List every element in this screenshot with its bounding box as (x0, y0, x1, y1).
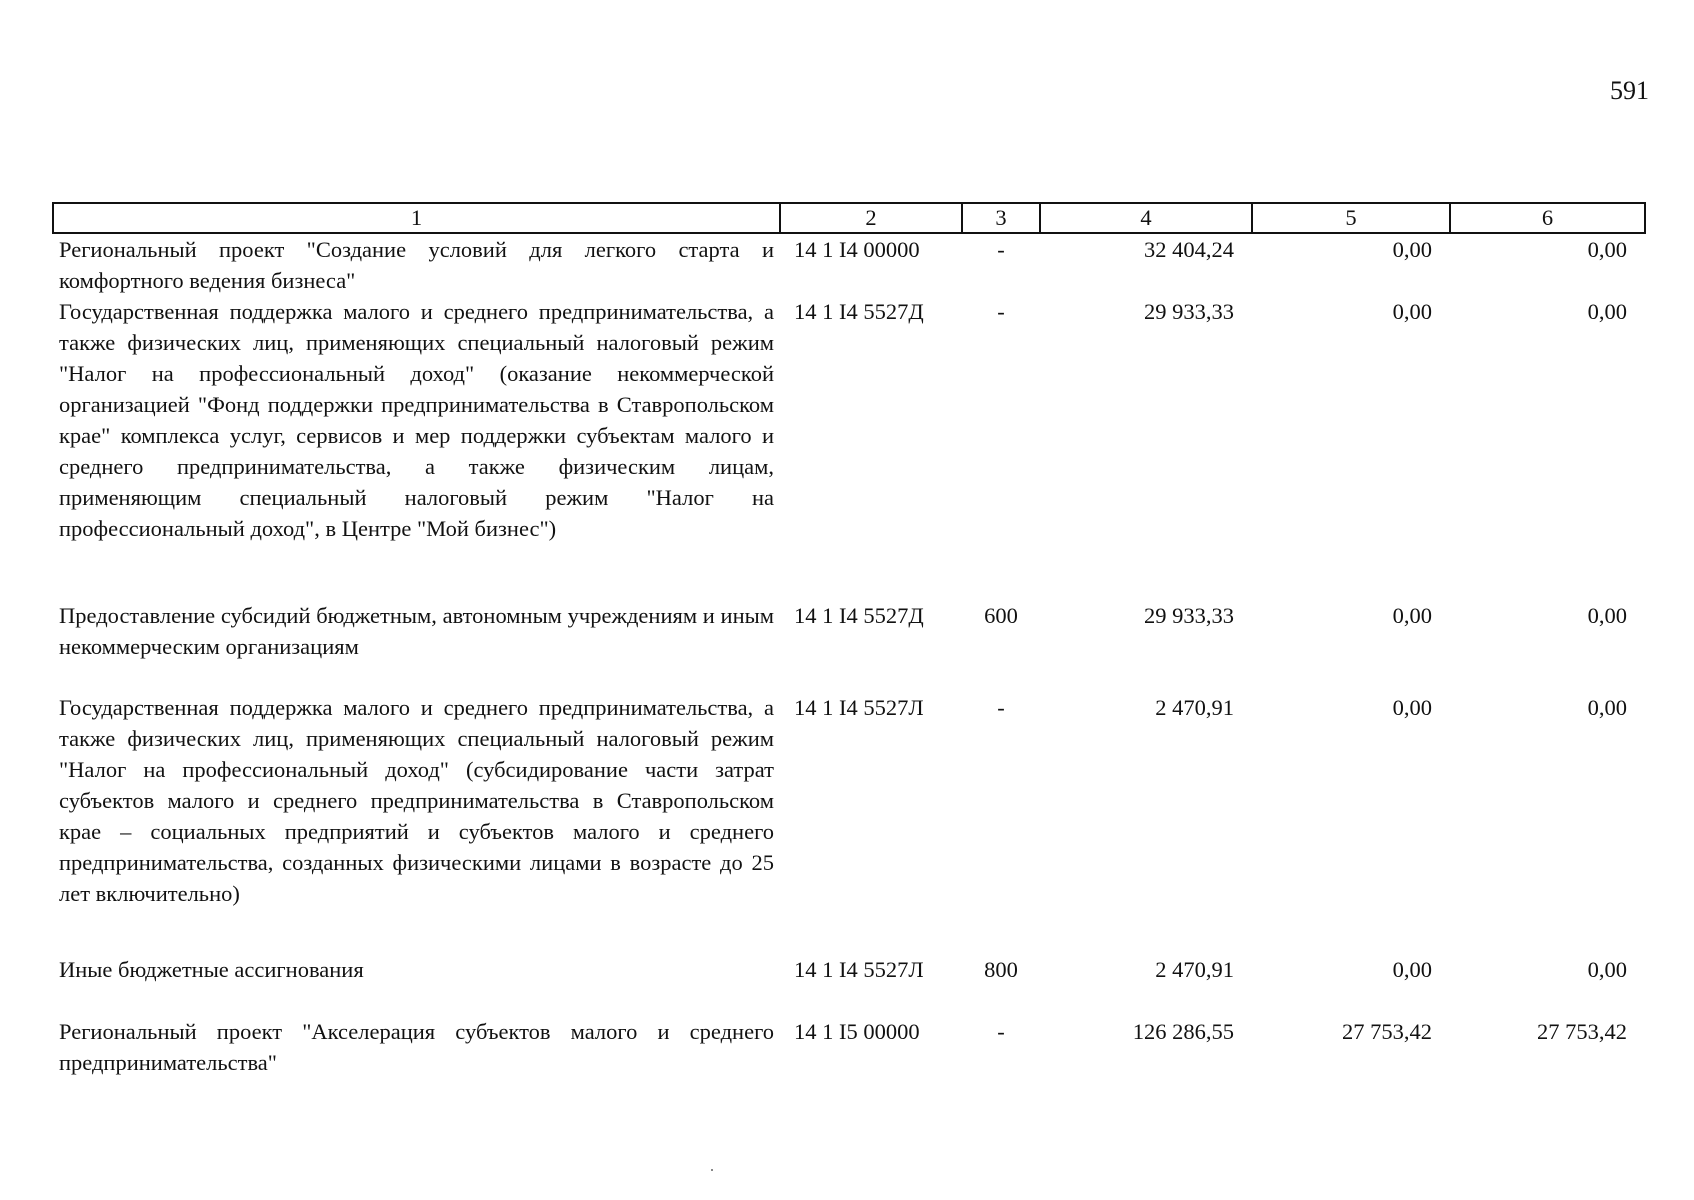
row-value-5: 0,00 (1392, 695, 1432, 720)
row-value-5: 0,00 (1392, 237, 1432, 262)
row-code: 14 1 I4 5527Л (794, 695, 924, 720)
row-type: 600 (984, 603, 1018, 628)
row-name: Региональный проект "Создание условий для легкого старта и комфортного ведения бизнеса" (59, 237, 774, 293)
table-row (53, 1016, 1645, 1078)
column-header-6: 6 (1450, 203, 1645, 233)
row-name: Иные бюджетные ассигнования (59, 957, 364, 982)
column-header-1: 1 (53, 203, 780, 233)
row-code: 14 1 I4 00000 (794, 237, 920, 262)
table-row (53, 296, 1645, 600)
row-type: - (997, 299, 1005, 324)
row-value-4: 2 470,91 (1155, 695, 1234, 720)
row-value-4: 2 470,91 (1155, 957, 1234, 982)
column-header-3: 3 (962, 203, 1040, 233)
row-code: 14 1 I5 00000 (794, 1019, 920, 1044)
row-code: 14 1 I4 5527Д (794, 603, 924, 628)
row-value-5: 27 753,42 (1342, 1019, 1432, 1044)
row-value-6: 0,00 (1587, 695, 1627, 720)
row-value-6: 0,00 (1587, 603, 1627, 628)
row-value-5: 0,00 (1392, 957, 1432, 982)
header-row (53, 203, 1645, 233)
row-name: Государственная поддержка малого и среднего предпринимательства, а также физических лиц, применяющих специальный налоговый режим "Налог на профессиональный доход" (субсидирование части затрат субъектов малого и среднего предпринимательства в Ставропольском крае – социальных предприятий и субъектов малого и среднего предпринимательства, созданных физическими лицами в возрасте до 25 лет включительно) (59, 695, 774, 906)
row-code: 14 1 I4 5527Д (794, 299, 924, 324)
column-header-4: 4 (1040, 203, 1252, 233)
column-header-5: 5 (1252, 203, 1450, 233)
row-name: Государственная поддержка малого и среднего предпринимательства, а также физических лиц, применяющих специальный налоговый режим "Налог на профессиональный доход" (оказание некоммерческой организацией "Фонд поддержки предпринимательства в Ставропольском крае" комплекса услуг, сервисов и мер поддержки субъектам малого и среднего предпринимательства, а также физическим лицам, применяющим специальный налоговый режим "Налог на профессиональный доход", в Центре "Мой бизнес") (59, 299, 774, 541)
table-row (53, 233, 1645, 296)
row-type: 800 (984, 957, 1018, 982)
page-number: 591 (1610, 76, 1649, 105)
row-value-4: 32 404,24 (1144, 237, 1234, 262)
row-type: - (997, 695, 1005, 720)
row-value-6: 0,00 (1587, 299, 1627, 324)
row-value-6: 27 753,42 (1537, 1019, 1627, 1044)
table-row (53, 600, 1645, 692)
row-name: Предоставление субсидий бюджетным, автономным учреждениям и иным некоммерческим организациям (59, 603, 774, 659)
budget-table (52, 202, 1646, 1078)
row-value-5: 0,00 (1392, 299, 1432, 324)
row-code: 14 1 I4 5527Л (794, 957, 924, 982)
row-type: - (997, 1019, 1005, 1044)
row-value-6: 0,00 (1587, 237, 1627, 262)
scan-artifact-dot (711, 1169, 713, 1171)
row-type: - (997, 237, 1005, 262)
row-name: Региональный проект "Акселерация субъектов малого и среднего предпринимательства" (59, 1019, 774, 1075)
column-header-2: 2 (780, 203, 962, 233)
table-row (53, 954, 1645, 1016)
table-row (53, 692, 1645, 954)
row-value-5: 0,00 (1392, 603, 1432, 628)
row-value-4: 29 933,33 (1144, 603, 1234, 628)
row-value-6: 0,00 (1587, 957, 1627, 982)
row-value-4: 29 933,33 (1144, 299, 1234, 324)
row-value-4: 126 286,55 (1132, 1019, 1234, 1044)
